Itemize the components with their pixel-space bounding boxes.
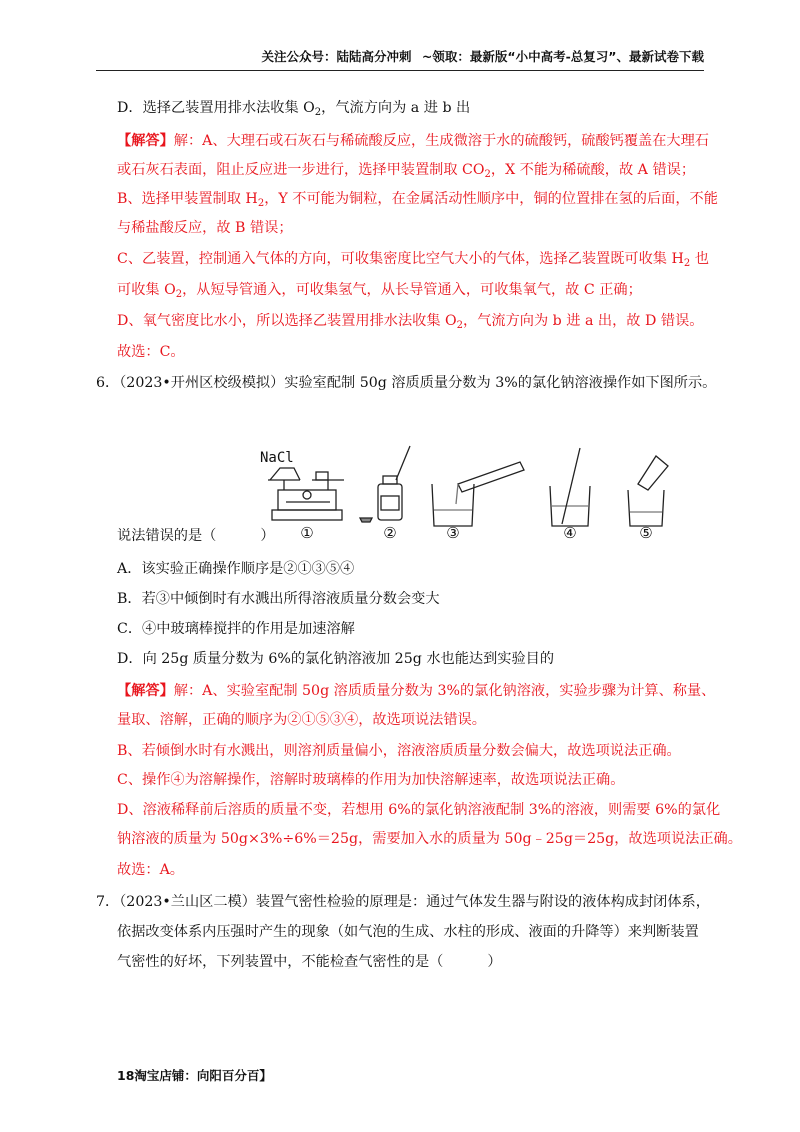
- figure-num-2: ②: [383, 524, 397, 540]
- q5-answer-line-7: D、氧气密度比水小，所以选择乙装置用排水法收集 $O_2$，气流方向为 b 进 a 出，故 D 错误。: [117, 313, 704, 331]
- page-number: 18: [117, 1068, 135, 1083]
- q6-prompt: 说法错误的是（ ）: [117, 528, 275, 544]
- q7-line-3: 气密性的好坏，下列装置中，不能检查气密性的是（ ）: [117, 954, 502, 970]
- header-follow: 关注公众号：陆陆高分冲刺: [261, 49, 412, 64]
- q5-option-d: D．选择乙装置用排水法收集 $O_2$，气流方向为 a 进 b 出: [117, 100, 471, 118]
- shop-name: 淘宝店铺：向阳百分百】: [134, 1068, 272, 1083]
- q5-answer-line-3: B、选择甲装置制取 $H_2$，Y 不可能为铜粒，在金属活动性顺序中，铜的位置排在氢的后面，不能: [117, 191, 718, 209]
- stirring-beaker-illustration: [550, 448, 590, 526]
- figure-num-3: ③: [446, 524, 460, 540]
- q5-answer-line-5: C、乙装置，控制通入气体的方向，可收集密度比空气大小的气体，选择乙装置既可收集 $H_2$ 也: [117, 251, 709, 269]
- pouring-beaker-illustration: [432, 462, 524, 526]
- q6-stem: 6．（2023•开州区校级模拟）实验室配制 50g 溶质质量分数为 3%的氯化钠溶液操作如下图所示。: [96, 375, 717, 391]
- q6-option-c: C．④中玻璃棒搅拌的作用是加速溶解: [117, 621, 355, 637]
- q6-answer-line-3: B、若倾倒水时有水溅出，则溶剂质量偏小，溶液溶质质量分数会偏大，故选项说法正确。: [117, 743, 681, 759]
- q7-line-2: 依据改变体系内压强时产生的现象（如气泡的生成、水柱的形成、液面的升降等）来判断装置: [117, 924, 699, 940]
- q6-answer-line-4: C、操作④为溶解操作，溶解时玻璃棒的作用为加快溶解速率，故选项说法正确。: [117, 772, 625, 788]
- q6-answer-line-6: 钠溶液的质量为 50g×3%÷6%＝25g，需要加入水的质量为 50g﹣25g＝25g，故选项说法正确。: [117, 831, 742, 847]
- q5-answer-line-1: 【解答】解：A、大理石或石灰石与稀硫酸反应，生成微溶于水的硫酸钙，硫酸钙覆盖在大理石: [117, 133, 709, 149]
- q6-lab-figure: [250, 440, 680, 540]
- q6-answer-line-5: D、溶液稀释前后溶质的质量不变，若想用 6%的氯化钠溶液配制 3%的溶液，则需要 6%的氯化: [117, 802, 721, 818]
- q6-answer-conclusion: 故选：A。: [117, 862, 184, 878]
- figure-num-4: ④: [563, 524, 577, 540]
- figure-num-5: ⑤: [639, 524, 653, 540]
- q6-option-d: D．向 25g 质量分数为 6%的氯化钠溶液加 25g 水也能达到实验目的: [117, 651, 555, 667]
- q5-answer-line-6: 可收集 $O_2$，从短导管通入，可收集氢气，从长导管通入，可收集氧气，故 C 正确；: [117, 282, 642, 300]
- reagent-bottle-illustration: [360, 446, 410, 522]
- q7-line-1: 7．（2023•兰山区二模）装置气密性检验的原理是：通过气体发生器与附设的液体构成封闭体系，: [96, 894, 710, 910]
- q5-answer-conclusion: 故选：C。: [117, 344, 185, 360]
- figure-num-1: ①: [300, 524, 314, 540]
- q6-answer-line-1: 【解答】解：A、实验室配制 50g 溶质质量分数为 3%的氯化钠溶液，实验步骤为计算、称量、: [117, 683, 716, 699]
- page-header: [96, 48, 704, 71]
- nacl-label: NaCl: [260, 450, 294, 466]
- q5-answer-line-2: 或石灰石表面，阻止反应进一步进行，选择甲装置制取 $CO_2$，X 不能为稀硫酸，故 A 错误；: [117, 162, 696, 180]
- q6-option-b: B．若③中倾倒时有水溅出所得溶液质量分数会变大: [117, 591, 440, 607]
- page-footer: [117, 1066, 272, 1084]
- q5-answer-line-4: 与稀盐酸反应，故 B 错误；: [117, 220, 293, 236]
- q6-option-a: A．该实验正确操作顺序是②①③⑤④: [117, 561, 355, 577]
- label-bottle-illustration: [628, 456, 668, 526]
- header-get: ~领取：最新版“小中高考-总复习”、最新试卷下载: [421, 49, 704, 64]
- balance-illustration: [268, 468, 344, 520]
- q6-answer-line-2: 量取、溶解，正确的顺序为②①⑤③④，故选项说法错误。: [117, 712, 486, 728]
